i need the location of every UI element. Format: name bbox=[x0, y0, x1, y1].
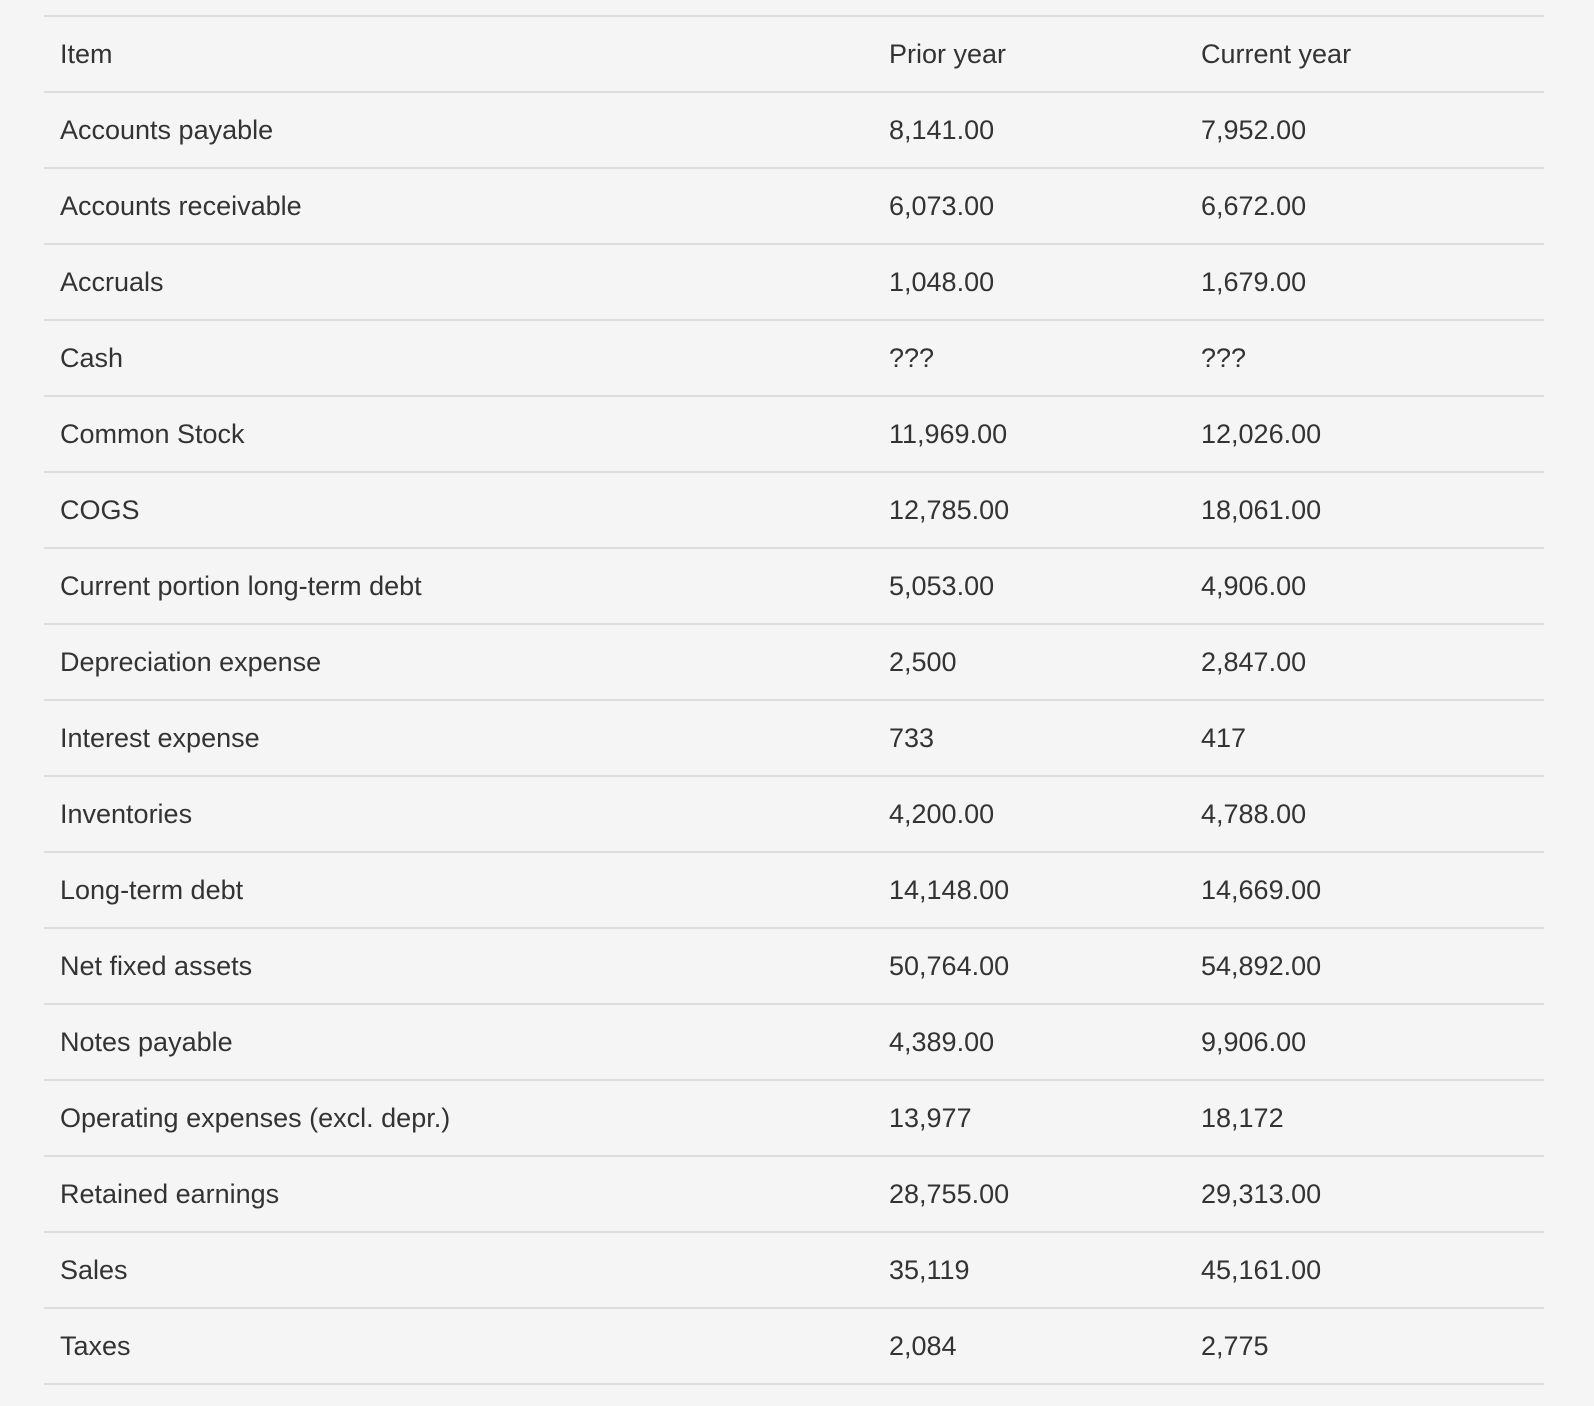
cell-current-year: 14,669.00 bbox=[1185, 852, 1544, 928]
table-row bbox=[44, 320, 1544, 396]
cell-item: Accounts receivable bbox=[44, 168, 873, 244]
table-row bbox=[44, 396, 1544, 472]
cell-item: Taxes bbox=[44, 1308, 873, 1384]
cell-current-year: 2,775 bbox=[1185, 1308, 1544, 1384]
table-row bbox=[44, 472, 1544, 548]
table-row bbox=[44, 548, 1544, 624]
cell-item: Depreciation expense bbox=[44, 624, 873, 700]
cell-item: COGS bbox=[44, 472, 873, 548]
cell-prior-year: 13,977 bbox=[873, 1080, 1185, 1156]
cell-prior-year: 12,785.00 bbox=[873, 472, 1185, 548]
cell-current-year: 1,679.00 bbox=[1185, 244, 1544, 320]
cell-current-year: 417 bbox=[1185, 700, 1544, 776]
cell-prior-year: 35,119 bbox=[873, 1232, 1185, 1308]
table-row bbox=[44, 928, 1544, 1004]
cell-item: Current portion long-term debt bbox=[44, 548, 873, 624]
table-row bbox=[44, 852, 1544, 928]
cell-prior-year: 50,764.00 bbox=[873, 928, 1185, 1004]
cell-current-year: 45,161.00 bbox=[1185, 1232, 1544, 1308]
cell-item: Long-term debt bbox=[44, 852, 873, 928]
cell-prior-year: 11,969.00 bbox=[873, 396, 1185, 472]
table-row bbox=[44, 1156, 1544, 1232]
header-item: Item bbox=[44, 16, 873, 92]
cell-item: Operating expenses (excl. depr.) bbox=[44, 1080, 873, 1156]
cell-item: Accounts payable bbox=[44, 92, 873, 168]
cell-prior-year: 8,141.00 bbox=[873, 92, 1185, 168]
table-row bbox=[44, 92, 1544, 168]
table-header-row bbox=[44, 16, 1544, 92]
cell-prior-year: 28,755.00 bbox=[873, 1156, 1185, 1232]
cell-item: Common Stock bbox=[44, 396, 873, 472]
cell-prior-year: 2,500 bbox=[873, 624, 1185, 700]
cell-current-year: 18,061.00 bbox=[1185, 472, 1544, 548]
table-row bbox=[44, 700, 1544, 776]
cell-current-year: 9,906.00 bbox=[1185, 1004, 1544, 1080]
cell-prior-year: 5,053.00 bbox=[873, 548, 1185, 624]
cell-current-year: 54,892.00 bbox=[1185, 928, 1544, 1004]
cell-item: Notes payable bbox=[44, 1004, 873, 1080]
cell-prior-year: 14,148.00 bbox=[873, 852, 1185, 928]
cell-item: Retained earnings bbox=[44, 1156, 873, 1232]
cell-prior-year: 2,084 bbox=[873, 1308, 1185, 1384]
cell-item: Cash bbox=[44, 320, 873, 396]
table-row bbox=[44, 1080, 1544, 1156]
cell-item: Sales bbox=[44, 1232, 873, 1308]
cell-current-year: 12,026.00 bbox=[1185, 396, 1544, 472]
table-row bbox=[44, 168, 1544, 244]
cell-item: Inventories bbox=[44, 776, 873, 852]
table-row bbox=[44, 1308, 1544, 1384]
cell-prior-year: ??? bbox=[873, 320, 1185, 396]
table-row bbox=[44, 1004, 1544, 1080]
table-row bbox=[44, 1232, 1544, 1308]
financial-data-table bbox=[44, 15, 1544, 1385]
cell-prior-year: 4,389.00 bbox=[873, 1004, 1185, 1080]
cell-current-year: 2,847.00 bbox=[1185, 624, 1544, 700]
cell-item: Net fixed assets bbox=[44, 928, 873, 1004]
cell-current-year: ??? bbox=[1185, 320, 1544, 396]
cell-current-year: 4,788.00 bbox=[1185, 776, 1544, 852]
cell-item: Accruals bbox=[44, 244, 873, 320]
header-prior-year: Prior year bbox=[873, 16, 1185, 92]
cell-current-year: 7,952.00 bbox=[1185, 92, 1544, 168]
cell-current-year: 4,906.00 bbox=[1185, 548, 1544, 624]
cell-item: Interest expense bbox=[44, 700, 873, 776]
cell-current-year: 29,313.00 bbox=[1185, 1156, 1544, 1232]
cell-current-year: 6,672.00 bbox=[1185, 168, 1544, 244]
cell-prior-year: 1,048.00 bbox=[873, 244, 1185, 320]
table-row bbox=[44, 776, 1544, 852]
header-current-year: Current year bbox=[1185, 16, 1544, 92]
financial-table-container bbox=[44, 15, 1544, 1385]
cell-prior-year: 6,073.00 bbox=[873, 168, 1185, 244]
cell-current-year: 18,172 bbox=[1185, 1080, 1544, 1156]
table-row bbox=[44, 624, 1544, 700]
cell-prior-year: 4,200.00 bbox=[873, 776, 1185, 852]
cell-prior-year: 733 bbox=[873, 700, 1185, 776]
table-row bbox=[44, 244, 1544, 320]
